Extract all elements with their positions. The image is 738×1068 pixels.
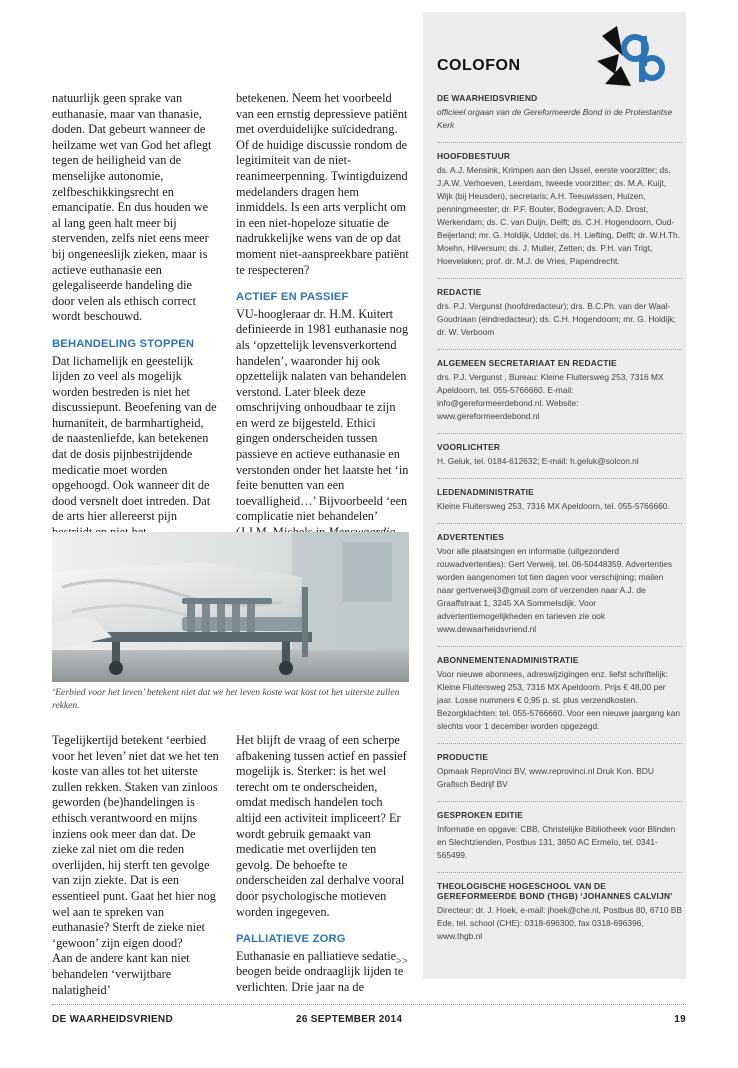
article-column-3 xyxy=(52,733,222,998)
colofon-content xyxy=(437,57,682,953)
colofon-section-heading: PRODUCTIE xyxy=(437,752,489,762)
column4-paragraph-1: Het blijft de vraag of een scherpe afbakening tussen actief en passief mogelijk is. Sterker: is het wel terecht om te onderscheiden, omdat medisch handelen toch altijd een activiteit impliceert? Er wordt gebruik gemaakt van medicatie met overlijden ten gevolg. De behoefte te onderscheiden zal derhalve vooral door psychologische motieven worden ingegeven. xyxy=(236,733,407,919)
colofon-section-text: drs. P.J. Vergunst , Bureau: Kleine Fluitersweg 253, 7316 MX Apeldoorn, tel. 055-5766660. E-mail: info@gereformeerdebond.nl. Website: www.gereformeerdebond.nl xyxy=(437,372,664,421)
heading-actief-en-passief: ACTIEF EN PASSIEF xyxy=(236,291,349,304)
photo-caption: ‘Eerbied voor het leven’ betekent niet dat we het leven koste wat kost tot het uiterste zullen rekken. xyxy=(52,687,400,711)
column2-paragraph-1: betekenen. Neem het voorbeeld van een ernstig depressieve patiënt met overduidelijke suïcidedrang. Of de huidige discussie rondom de legitimiteit van de niet-reanimeerpenning. Twintigduizend medelanders dragen hem inmiddels. Is een arts verplicht om in een niet-hopeloze situatie de nadrukkelijke wens van de op dat moment niet-aanspreekbare patiënt te respecteren? xyxy=(236,91,409,277)
colofon-section-text: Directeur: dr. J. Hoek, e-mail: jhoek@che.nl, Postbus 80, 6710 BB Ede, tel. school (CHE): 0318-696300, fax 0318-696396, www.thgb.nl xyxy=(437,905,682,941)
colofon-section-text: H. Geluk, tel. 0184-612632; E-mail: h.geluk@solcon.nl xyxy=(437,456,639,466)
article-column-1 xyxy=(52,91,217,572)
colofon-section-text: officieel orgaan van de Gereformeerde Bond in de Protestantse Kerk xyxy=(437,107,673,130)
colofon-section-heading: ALGEMEEN SECRETARIAAT EN REDACTIE xyxy=(437,358,617,368)
colofon-section-heading: DE WAARHEIDSVRIEND xyxy=(437,93,538,103)
colofon-section-text: Opmaak ReproVinci BV, www.reprovinci.nl Druk Kon. BDU Grafisch Bedrijf BV xyxy=(437,766,654,789)
footer-date: 26 SEPTEMBER 2014 xyxy=(296,1014,403,1025)
footer-publication: DE WAARHEIDSVRIEND xyxy=(52,1014,173,1025)
heading-behandeling-stoppen: BEHANDELING STOPPEN xyxy=(52,337,195,350)
colofon-section-text: ds. A.J. Mensink, Krimpen aan den IJssel, eerste voorzitter; ds. J.A.W. Verhoeven, Leerdam, tweede voorzitter; ds. M.A. Kuijt, Wijk (bij Heusden), secretaris; A.H. Teeuwissen, Huizen, penningmeester; dr. P.F. Bouter, Bodegraven; A.D. Drost, Werkendam; ds. C. van Duijn, Delft; ds. C.H. Hogendoorn, Oud-Beijerland; mr. G. Holdijk, Uddel; ds. H. Liefting, Delft; dr. W.H.Th. Moehn, Hilversum; ds. J. Muller, Zetten; ds. P.H. van Trigt, Hoevelaken; prof. dr. M.J. de Vries, Papendrecht. xyxy=(437,165,680,266)
heading-palliatieve-zorg: PALLIATIEVE ZORG xyxy=(236,933,346,946)
column4-paragraph-2: Euthanasie en palliatieve sedatie beogen beide ondraaglijk lijden te verlichten. Drie jaar na de xyxy=(236,948,404,994)
colofon-section xyxy=(437,142,682,268)
gereformeerde-bond-logo xyxy=(597,26,667,88)
hospital-bed-photo xyxy=(52,532,409,682)
colofon-section-heading: ADVERTENTIES xyxy=(437,532,505,542)
colofon-section-text: Kleine Fluitersweg 253, 7316 MX Apeldoorn, tel. 055-5766660. xyxy=(437,501,670,511)
colofon-section-heading: ABONNEMENTENADMINISTRATIE xyxy=(437,655,579,665)
column3-paragraph-1: Tegelijkertijd betekent ‘eerbied voor het leven’ niet dat we het ten koste van alles tot het uiterste zullen rekken. Staken van zinloos geworden (be)handelingen is ethisch verantwoord en mijns inziens ook meer dan dat. De zieke zal niet om die reden overlijden, hij sterft ten gevolge van zijn ziekte. Dat is een essentieel punt. Gaat het hier nog wel aan te spreken van euthanasie? Sterft de zieke niet ‘gewoon’ zijn eigen dood? xyxy=(52,733,219,950)
colofon-section xyxy=(437,801,682,862)
colofon-section-text: Voor nieuwe abonnees, adreswijzigingen enz. liefst schriftelijk: Kleine Fluitersweg 253, 7316 MX Apeldoorn. Prijs € 48,00 per jaar. Losse nummers € 0,95 p. st. plus verzendkosten. Bezorgklachten: tel. 055-5766660. Voor een nieuwe jaargang kan slechts voor 1 december worden opgezegd. xyxy=(437,669,681,731)
column1-paragraph-2: Dat lichamelijk en geestelijk lijden zo veel als mogelijk worden bestreden is niet het discussiepunt. Beoefening van de humaniteit, de barmhartigheid, de naastenliefde, kan betekenen dat de dosis pijnbestrijdende medicatie moet worden opgehoogd. Ook wanneer dit de dood versnelt doet intreden. Dat de arts hier allereerst pijn xyxy=(52,353,217,524)
colofon-section-heading: REDACTIE xyxy=(437,287,482,297)
colofon-section xyxy=(437,523,682,636)
colofon-section-text: Informatie en opgave: CBB, Christelijke Bibliotheek voor Blinden en Slechtzienden, Postbus 131, 3850 AC Ermelo, tel. 0341-565499. xyxy=(437,824,676,860)
column3-paragraph-2: Aan de andere kant kan niet behandelen ‘verwijtbare nalatigheid’ xyxy=(52,951,190,997)
colofon-section-heading: THEOLOGISCHE HOGESCHOOL VAN DE GEREFORMEERDE BOND (THGB) ‘JOHANNES CALVIJN’ xyxy=(437,881,673,901)
colofon-section-heading: GESPROKEN EDITIE xyxy=(437,810,524,820)
colofon-section xyxy=(437,433,682,468)
colofon-section xyxy=(437,646,682,733)
colofon-section xyxy=(437,85,682,132)
page-footer xyxy=(52,1004,686,1025)
colofon-section xyxy=(437,278,682,339)
continue-arrow[interactable]: >> xyxy=(396,956,408,967)
article-column-2 xyxy=(236,91,410,556)
colofon-sidebar xyxy=(423,12,686,979)
colofon-section xyxy=(437,349,682,423)
footer-page-number: 19 xyxy=(674,1014,686,1025)
column2-paragraph-2-text: VU-hoogleraar dr. H.M. Kuitert definieerde in 1981 euthanasie nog als ‘opzettelijk levensverkortend handelen’, waaronder hij ook opzettelijk nalaten van behandelen verstond. Later bleek deze omschrijving onhoudbaar te zijn en werd ze bijgesteld. Ethici gingen onderscheiden tussen passieve en actieve euthanasie en verstonden onder het laatste het ‘in feite benutten van een toevalligheid…’ Bijvoorbeeld ‘een complicatie niet behandelen’ xyxy=(236,306,409,524)
colofon-section-heading: HOOFDBESTUUR xyxy=(437,151,511,161)
article-column-4 xyxy=(236,733,410,996)
colofon-section-text: Voor alle plaatsingen en informatie (uitgezonderd rouwadvertenties): Gert Verweij, tel. 06-50448359. Advertenties worden aangenomen tot tien dagen voor verschijning; mailen naar gertverweij3@gmail.com of verzenden naar A.J. de Graaffstraat 1, 3245 XA Sommelsdijk. Voor advertentiemogelijkheden en tarieven zie ook www.dewaarheidsvriend.nl xyxy=(437,546,673,634)
colofon-section xyxy=(437,478,682,513)
colofon-sections xyxy=(437,85,682,943)
column2-paragraph-2 xyxy=(236,307,410,557)
colofon-section xyxy=(437,872,682,943)
colofon-section-heading: LEDENADMINISTRATIE xyxy=(437,487,534,497)
colofon-section xyxy=(437,743,682,791)
colofon-title: COLOFON xyxy=(437,57,521,74)
colofon-section-heading: VOORLICHTER xyxy=(437,442,501,452)
colofon-section-text: drs. P.J. Vergunst (hoofdredacteur); drs. B.C.Ph. van der Waal-Goudriaan (eindredacteur); ds. C.H. Hogendoorn; mr. G. Holdijk; dr. W. Verboom xyxy=(437,301,676,337)
column1-paragraph-1: natuurlijk geen sprake van euthanasie, maar van thanasie, doden. Dat gebeurt wanneer de heilzame wet van God het aflegt tegen de heiligheid van de menselijke autonomie, zelfbeschikkingsrecht en emancipatie. En dus houden we al lang geen halt meer bij stervenden, zelfs niet eens meer bij ongeneeslijk zieken, maar is actieve euthanasie een gelegaliseerde handeling die door velen als ethisch correct wordt beschouwd. xyxy=(52,91,212,324)
